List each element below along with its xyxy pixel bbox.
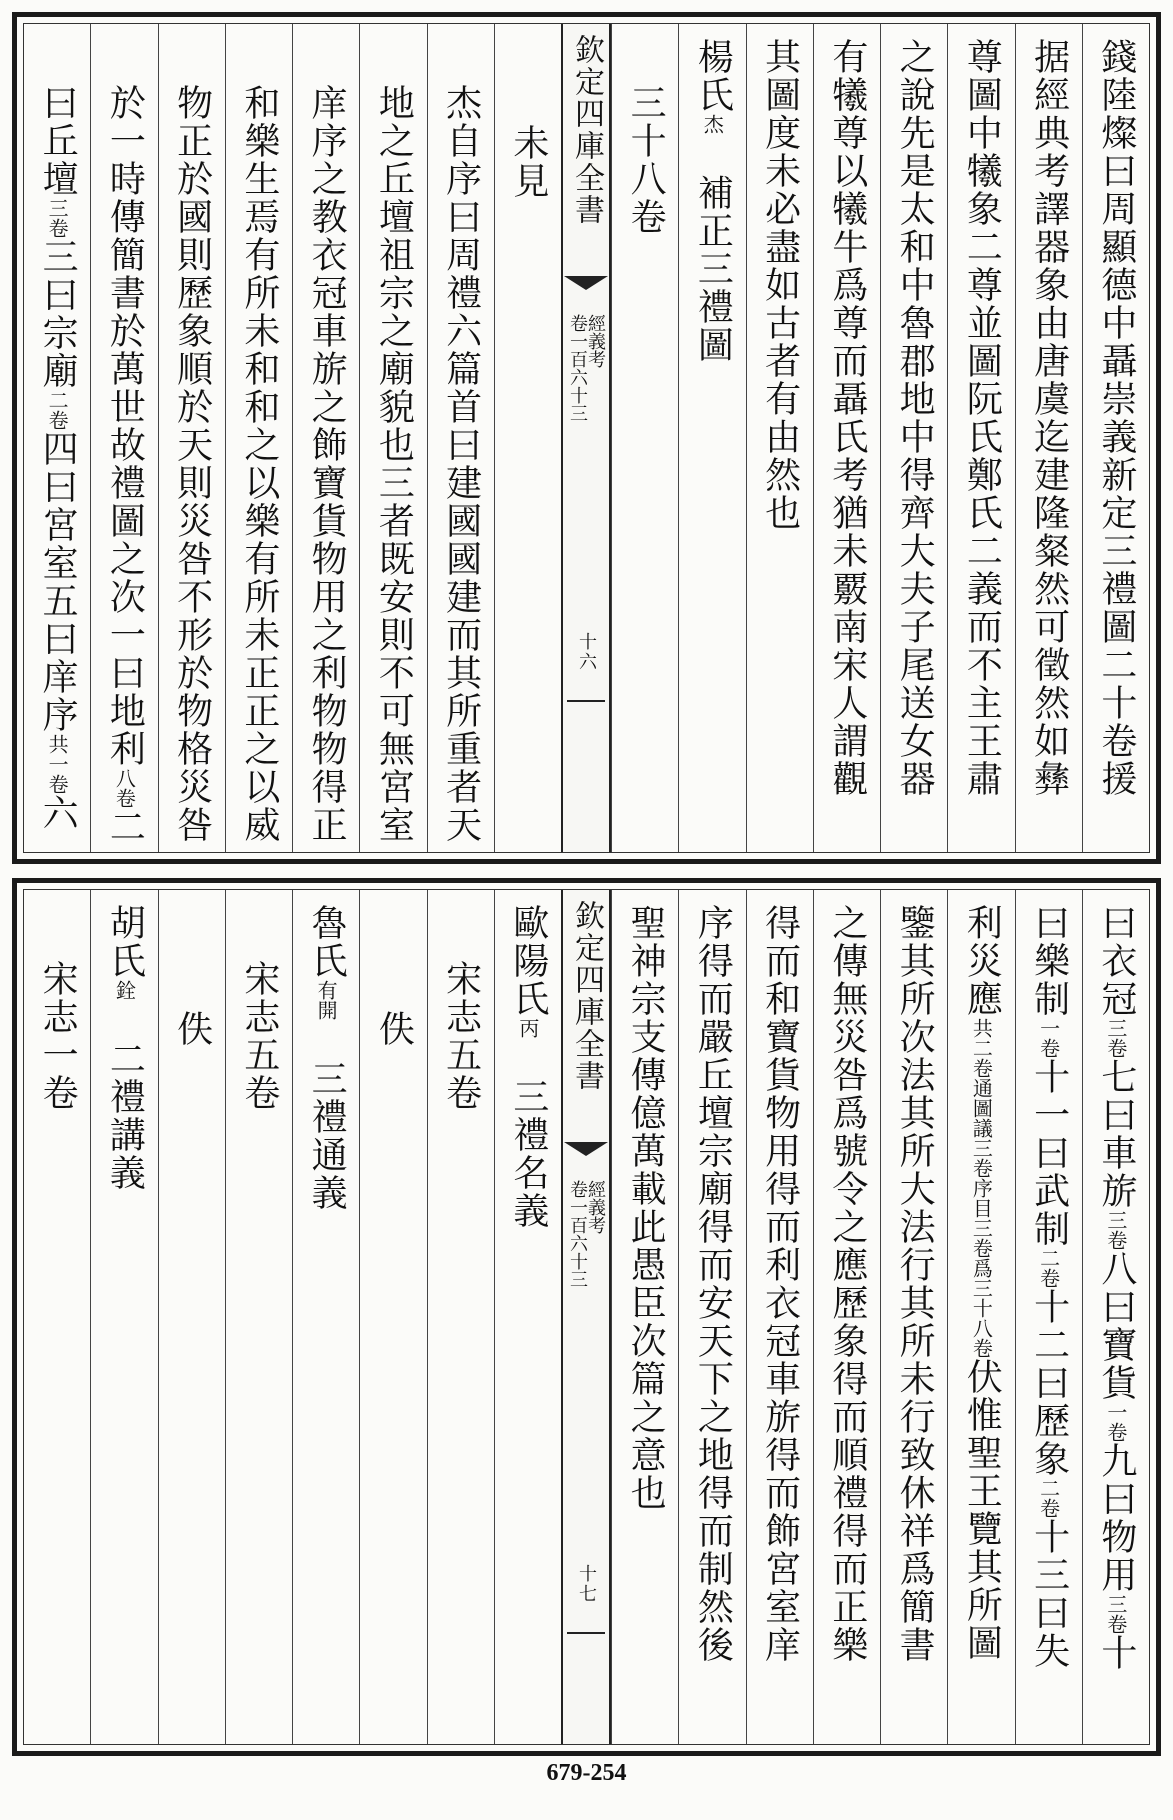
text-run: 三曰宗廟	[37, 238, 79, 390]
entry-heading	[692, 38, 734, 364]
text-column	[24, 24, 90, 852]
rule	[567, 1632, 605, 1634]
text-column	[225, 24, 292, 852]
text-column	[158, 24, 225, 852]
entry-heading-column	[292, 890, 359, 1744]
text-column	[1082, 890, 1149, 1744]
text-run: 利災應	[961, 904, 1003, 1018]
page-number: 679-254	[546, 1760, 627, 1786]
author-note: 丙	[515, 1018, 540, 1038]
column-text: 据經典考譯器象由唐虞迄建隆粲然可徵然如彝	[1028, 38, 1070, 798]
book-title: 三禮通義	[306, 1060, 348, 1212]
book-title: 補正三禮圖	[692, 174, 734, 364]
volume-number: 卷一百六十三	[567, 314, 588, 422]
rule	[567, 700, 605, 702]
status-text: 佚	[373, 1010, 415, 1048]
text-column	[611, 24, 678, 852]
text-run: 七曰車旂	[1095, 1058, 1137, 1210]
note: 二卷	[1036, 1248, 1061, 1288]
column-text: 之傳無災咎爲號令之應歷象得而順禮得而正樂	[826, 904, 868, 1664]
status-text: 未見	[507, 124, 549, 200]
text-column	[880, 24, 947, 852]
text-column	[427, 890, 494, 1744]
note: 共一卷	[45, 734, 70, 794]
author-name: 歐陽氏	[507, 904, 549, 1018]
text-run: 六	[37, 794, 79, 832]
author-note: 有開	[314, 980, 339, 1020]
center-fold	[561, 890, 611, 1744]
text-column	[1015, 24, 1082, 852]
column-text: 其圖度未必盡如古者有由然也	[759, 38, 801, 532]
author-note: 杰	[700, 114, 725, 134]
text-column	[746, 24, 813, 852]
section-label	[568, 1180, 604, 1288]
text-column	[359, 890, 426, 1744]
leaf-number: 十七	[576, 1564, 597, 1604]
column-text: 尊圖中犧象二尊並圖阮氏鄭氏二義而不主王肅	[961, 38, 1003, 798]
bottom-page-frame	[12, 878, 1161, 1756]
entry-heading-column	[494, 890, 561, 1744]
bibliographic-note: 宋志五卷	[238, 960, 280, 1112]
text-column	[292, 24, 359, 852]
text-column	[225, 890, 292, 1744]
text-column	[880, 890, 947, 1744]
text-column	[158, 890, 225, 1744]
text-run: 曰丘壇	[37, 84, 79, 198]
author-name: 魯氏	[306, 904, 348, 980]
text-column	[947, 24, 1014, 852]
author-note: 銓	[112, 980, 137, 1000]
column-text: 聖神宗支傳億萬載此愚臣次篇之意也	[625, 904, 667, 1512]
bottom-page-columns	[23, 889, 1150, 1745]
volume-number: 卷一百六十三	[567, 1180, 588, 1288]
column-text: 得而和寶貨物用得而利衣冠車旂得而飾宮室庠	[759, 904, 801, 1664]
bibliographic-note: 宋志一卷	[37, 960, 79, 1112]
text-column	[947, 890, 1014, 1744]
column-text: 之說先是太和中魯郡地中得齊大夫子尾送女器	[894, 38, 936, 798]
text-column	[611, 890, 678, 1744]
note: 二卷	[45, 390, 70, 430]
note: 三卷	[1103, 1594, 1128, 1634]
author-name: 胡氏	[104, 904, 146, 980]
entry-heading-column	[678, 24, 745, 852]
section-name: 經義考	[585, 314, 606, 368]
center-fold	[561, 24, 611, 852]
bibliographic-note: 宋志五卷	[440, 960, 482, 1112]
note: 一卷	[1103, 1402, 1128, 1442]
column-text: 和樂生焉有所未和和之以樂有所未正正之以威	[238, 84, 280, 844]
text-column	[1015, 890, 1082, 1744]
library-title: 欽定四庫全書	[569, 34, 604, 226]
text-run: 二	[104, 808, 146, 846]
column-text	[104, 84, 146, 846]
top-page-frame	[12, 12, 1161, 864]
column-text	[961, 904, 1003, 1662]
note: 三卷	[1103, 1018, 1128, 1058]
text-run: 八曰寶貨	[1095, 1250, 1137, 1402]
top-page-columns	[23, 23, 1150, 853]
column-text: 序得而嚴丘壇宗廟得而安天下之地得而制然後	[692, 904, 734, 1664]
column-text	[1028, 904, 1070, 1670]
book-title: 二禮講義	[104, 1040, 146, 1192]
book-title: 三禮名義	[507, 1078, 549, 1230]
column-text	[37, 84, 79, 832]
library-title: 欽定四庫全書	[569, 900, 604, 1092]
text-run: 曰樂制	[1028, 904, 1070, 1018]
text-column	[427, 24, 494, 852]
entry-heading	[306, 904, 348, 1212]
column-text: 杰自序曰周禮六篇首曰建國國建而其所重者天	[440, 84, 482, 844]
text-column	[90, 24, 157, 852]
note: 八卷	[112, 768, 137, 808]
note: 三卷	[45, 198, 70, 238]
text-column	[24, 890, 90, 1744]
volume-count: 三十八卷	[625, 84, 667, 236]
text-column	[494, 24, 561, 852]
text-run: 十二曰歷象	[1028, 1288, 1070, 1478]
column-text: 錢陸燦曰周顯德中聶崇義新定三禮圖二十卷援	[1095, 38, 1137, 798]
column-text	[1095, 904, 1137, 1672]
text-column	[359, 24, 426, 852]
author-name: 楊氏	[692, 38, 734, 114]
text-run: 伏惟聖王覽其所圖	[961, 1358, 1003, 1662]
column-text: 有犧尊以犧牛爲尊而聶氏考猶未覈南宋人謂觀	[826, 38, 868, 798]
note: 三卷	[1103, 1210, 1128, 1250]
fishtail-mark	[567, 276, 605, 300]
text-column	[678, 890, 745, 1744]
text-run: 四曰宮室五曰庠序	[37, 430, 79, 734]
text-column	[1082, 24, 1149, 852]
leaf-number: 十六	[576, 632, 597, 672]
text-column	[813, 890, 880, 1744]
section-name: 經義考	[585, 1180, 606, 1234]
entry-heading	[104, 904, 146, 1192]
text-run: 十	[1095, 1634, 1137, 1672]
note: 共二卷通圖議三卷序目三卷爲三十八卷	[969, 1018, 994, 1358]
text-column	[813, 24, 880, 852]
status-text: 佚	[171, 1010, 213, 1048]
column-text: 鑒其所次法其所大法行其所未行致休祥爲簡書	[894, 904, 936, 1664]
section-label	[568, 314, 604, 422]
note: 二卷	[1036, 1478, 1061, 1518]
entry-heading-column	[90, 890, 157, 1744]
column-text: 物正於國則歷象順於天則災咎不形於物格災咎	[171, 84, 213, 844]
text-run: 曰衣冠	[1095, 904, 1137, 1018]
text-run: 十一曰武制	[1028, 1058, 1070, 1248]
column-text: 庠序之教衣冠車旂之飾寶貨物用之利物物得正	[306, 84, 348, 844]
column-text: 地之丘壇祖宗之廟貌也三者既安則不可無宮室	[373, 84, 415, 844]
text-run: 九曰物用	[1095, 1442, 1137, 1594]
fishtail-mark	[567, 1142, 605, 1166]
text-run: 於一時傳簡書於萬世故禮圖之次一曰地利	[104, 84, 146, 768]
text-column	[746, 890, 813, 1744]
note: 一卷	[1036, 1018, 1061, 1058]
entry-heading	[507, 904, 549, 1230]
text-run: 十三曰失	[1028, 1518, 1070, 1670]
